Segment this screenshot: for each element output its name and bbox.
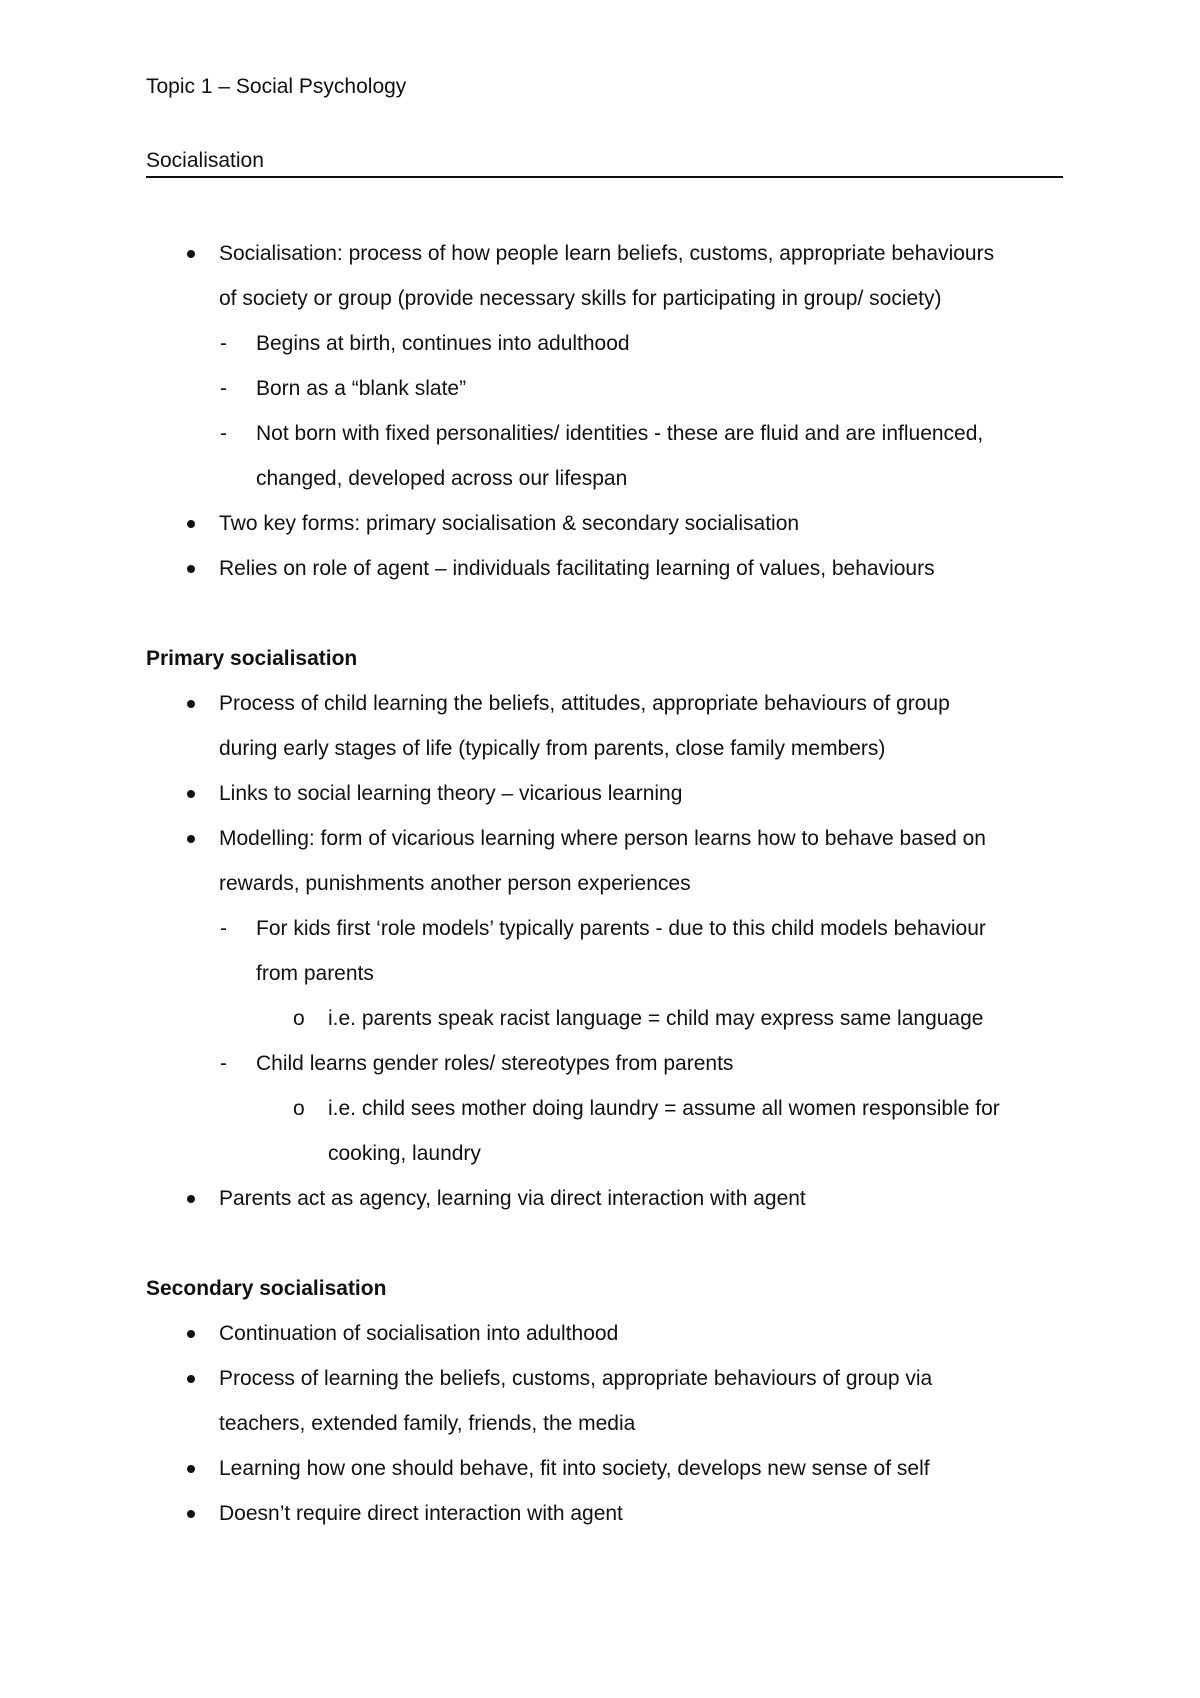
circle-marker: o bbox=[293, 1097, 305, 1120]
dash-text: For kids first ‘role models’ typically parents - due to this child models behaviour bbox=[256, 917, 986, 940]
bullet-item bbox=[219, 1456, 930, 1482]
bullet-icon bbox=[187, 835, 195, 843]
bullet-icon bbox=[187, 1330, 195, 1338]
dash-text: Born as a “blank slate” bbox=[256, 377, 467, 400]
bullet-text: Two key forms: primary socialisation & secondary socialisation bbox=[219, 512, 800, 535]
bullet-icon bbox=[187, 1375, 195, 1383]
dash-item bbox=[220, 916, 986, 942]
section-heading-socialisation: Socialisation bbox=[146, 148, 1063, 178]
sub-bullet-text: i.e. child sees mother doing laundry = assume all women responsible for bbox=[328, 1097, 1000, 1120]
bullet-item bbox=[219, 1366, 932, 1392]
dash-continuation: changed, developed across our lifespan bbox=[256, 467, 628, 490]
dash-item bbox=[220, 331, 630, 357]
dash-marker: - bbox=[220, 422, 227, 445]
dash-continuation: from parents bbox=[256, 962, 374, 985]
bullet-text: Doesn’t require direct interaction with agent bbox=[219, 1502, 623, 1525]
dash-text: Not born with fixed personalities/ identities - these are fluid and are influenced, bbox=[256, 422, 984, 445]
dash-text: Begins at birth, continues into adulthood bbox=[256, 332, 630, 355]
dash-marker: - bbox=[220, 377, 227, 400]
bullet-text: Modelling: form of vicarious learning where person learns how to behave based on bbox=[219, 827, 986, 850]
bullet-continuation: during early stages of life (typically from parents, close family members) bbox=[219, 737, 886, 760]
bullet-item bbox=[219, 511, 799, 537]
dash-item bbox=[220, 376, 467, 402]
circle-marker: o bbox=[293, 1007, 305, 1030]
bullet-icon bbox=[187, 700, 195, 708]
bullet-item bbox=[219, 556, 935, 582]
section-heading-primary: Primary socialisation bbox=[146, 647, 358, 670]
bullet-continuation: rewards, punishments another person experiences bbox=[219, 872, 691, 895]
bullet-icon bbox=[187, 1195, 195, 1203]
bullet-item bbox=[219, 1501, 623, 1527]
bullet-text: Process of child learning the beliefs, attitudes, appropriate behaviours of group bbox=[219, 692, 950, 715]
bullet-item bbox=[219, 826, 986, 852]
bullet-item bbox=[219, 1186, 806, 1212]
bullet-icon bbox=[187, 565, 195, 573]
bullet-icon bbox=[187, 1465, 195, 1473]
bullet-item bbox=[219, 691, 950, 717]
dash-marker: - bbox=[220, 1052, 227, 1075]
bullet-text: Process of learning the beliefs, customs, appropriate behaviours of group via bbox=[219, 1367, 933, 1390]
sub-bullet-text: i.e. parents speak racist language = child may express same language bbox=[328, 1007, 984, 1030]
bullet-continuation: of society or group (provide necessary skills for participating in group/ society) bbox=[219, 287, 942, 310]
sub-bullet-item bbox=[293, 1006, 984, 1032]
bullet-continuation: teachers, extended family, friends, the media bbox=[219, 1412, 636, 1435]
dash-item bbox=[220, 421, 984, 447]
document-title: Topic 1 – Social Psychology bbox=[146, 75, 407, 98]
bullet-icon bbox=[187, 250, 195, 258]
bullet-text: Learning how one should behave, fit into society, develops new sense of self bbox=[219, 1457, 930, 1480]
bullet-icon bbox=[187, 520, 195, 528]
dash-marker: - bbox=[220, 917, 227, 940]
sub-bullet-continuation: cooking, laundry bbox=[328, 1142, 481, 1165]
dash-marker: - bbox=[220, 332, 227, 355]
bullet-item bbox=[219, 781, 682, 807]
bullet-text: Parents act as agency, learning via direct interaction with agent bbox=[219, 1187, 806, 1210]
bullet-text: Socialisation: process of how people learn beliefs, customs, appropriate behaviours bbox=[219, 242, 995, 265]
dash-item bbox=[220, 1051, 734, 1077]
bullet-icon bbox=[187, 1510, 195, 1518]
dash-text: Child learns gender roles/ stereotypes from parents bbox=[256, 1052, 734, 1075]
bullet-text: Continuation of socialisation into adulthood bbox=[219, 1322, 619, 1345]
bullet-item bbox=[219, 1321, 618, 1347]
bullet-item bbox=[219, 241, 994, 267]
sub-bullet-item bbox=[293, 1096, 1000, 1122]
bullet-icon bbox=[187, 790, 195, 798]
bullet-text: Relies on role of agent – individuals facilitating learning of values, behaviours bbox=[219, 557, 935, 580]
bullet-text: Links to social learning theory – vicarious learning bbox=[219, 782, 683, 805]
section-heading-secondary: Secondary socialisation bbox=[146, 1277, 387, 1300]
